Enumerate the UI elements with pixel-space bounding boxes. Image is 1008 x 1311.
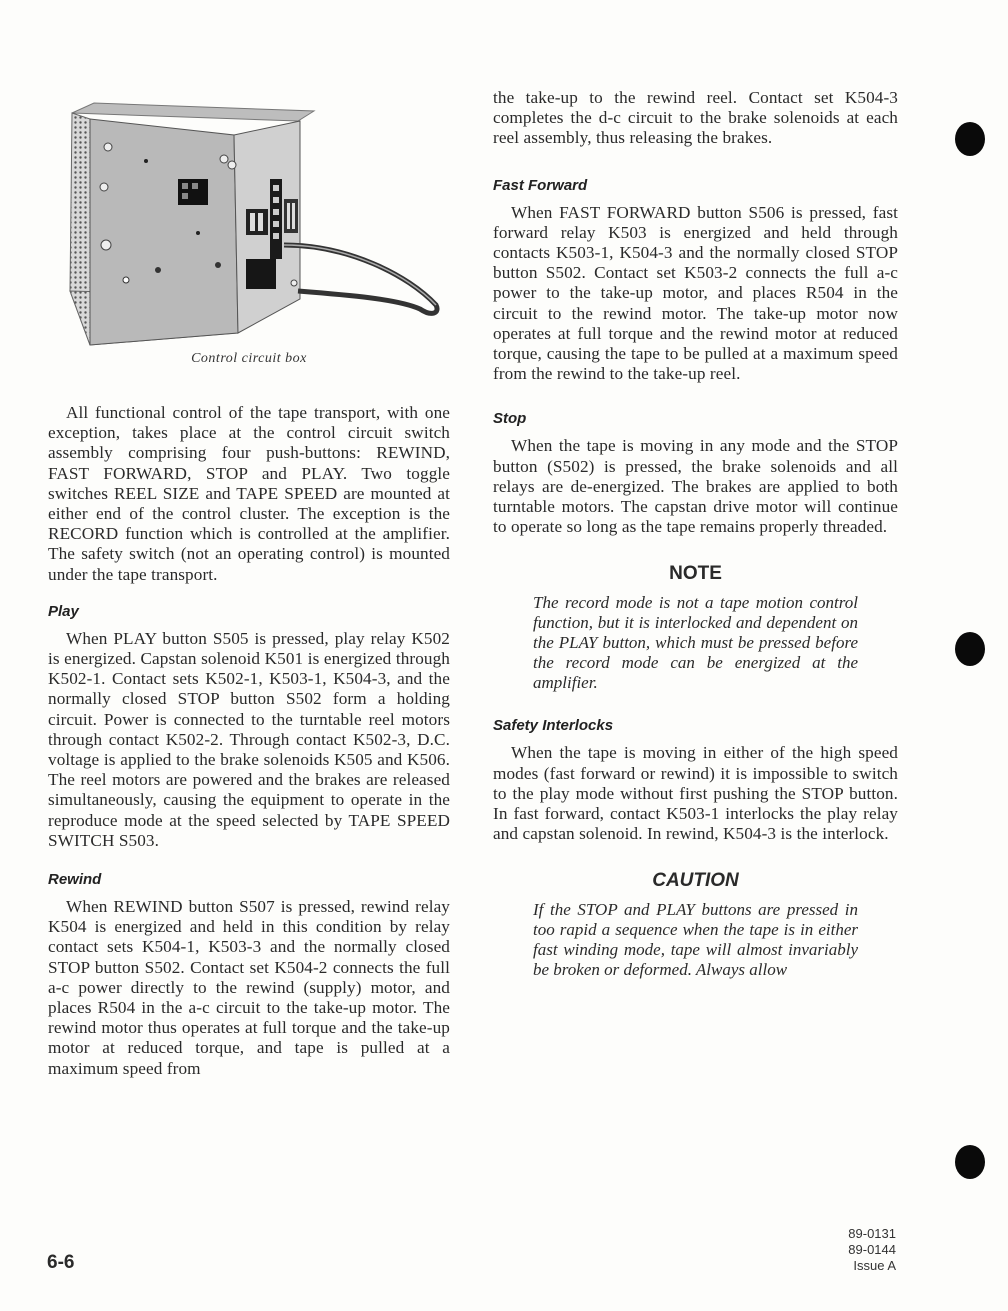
fast-forward-paragraph: When FAST FORWARD button S506 is pressed, fast forward relay K503 is energized and held through contacts K503-1, K504-3 and the normally closed STOP button S502. Contact set K503-2 connects the full a-c power to the take-up motor, and places R504 in the circuit to the rewind motor. The take-up motor now operates at full torque and the rewind motor at reduced torque, causing the tape to be pulled at a maximum speed from the rewind to the take-up reel. bbox=[493, 202, 898, 384]
play-paragraph: When PLAY button S505 is pressed, play relay K502 is energized. Capstan solenoid K501 is energized through K502-1. Contact sets K502-1, K503-1, K504-3, and the normally closed STOP button S502 form a holding circuit. Power is connected to the turntable reel motors through contact K502-2. Through contact K502-3, D.C. voltage is applied to the brake solenoids K505 and K506. The reel motors are powered and the brakes are released simultaneously, causing the equipment to operate in the reproduce mode at the speed selected by TAPE SPEED SWITCH S503. bbox=[48, 628, 450, 850]
control-circuit-box-photo bbox=[48, 95, 450, 345]
rewind-heading: Rewind bbox=[48, 871, 102, 889]
doc-number-2: 89-0144 bbox=[848, 1242, 896, 1257]
right-column bbox=[493, 88, 898, 980]
caution-title: CAUTION bbox=[652, 870, 739, 892]
figure-caption: Control circuit box bbox=[191, 351, 307, 366]
fast-forward-heading: Fast Forward bbox=[493, 176, 588, 194]
play-heading: Play bbox=[48, 602, 79, 620]
safety-interlocks-heading: Safety Interlocks bbox=[493, 717, 614, 735]
page-number: 6-6 bbox=[47, 1252, 75, 1273]
left-column bbox=[48, 95, 450, 1079]
rewind-paragraph: When REWIND button S507 is pressed, rewind relay K504 is energized and held in this condition by relay contact sets K504-1, K503-3 and the normally closed STOP button S502. Contact set K504-2 connects the full a-c power directly to the rewind (supply) motor, and places R504 in the a-c circuit to the take-up motor. The rewind motor thus operates at full torque and the take-up motor at reduced torque, and tape is pulled at a maximum speed from bbox=[48, 897, 450, 1078]
intro-paragraph: All functional control of the tape transport, with one exception, takes place at the control circuit switch assembly comprising four push-buttons: REWIND, FAST FORWARD, STOP and PLAY. Two toggle switches REEL SIZE and TAPE SPEED are mounted at either end of the control cluster. The exception is the RECORD function which is controlled at the amplifier. The safety switch (not an operating control) is mounted under the tape transport. bbox=[48, 403, 450, 584]
safety-interlocks-paragraph: When the tape is moving in either of the high speed modes (fast forward or rewind) it is impossible to switch to the play mode without first pushing the STOP button. In fast forward, contact K503-1 interlocks the play relay and capstan solenoid. In rewind, K504-3 is the interlock. bbox=[493, 743, 898, 844]
document-reference bbox=[848, 1226, 896, 1274]
stop-paragraph: When the tape is moving in any mode and the STOP button (S502) is pressed, the brake solenoids and all relays are de-energized. The brakes are applied to both turntable motors. The capstan drive motor will continue to operate so long as the tape remains properly threaded. bbox=[493, 436, 898, 537]
stop-heading: Stop bbox=[493, 410, 527, 428]
note-title: NOTE bbox=[669, 563, 722, 585]
control-circuit-box-illustration bbox=[48, 95, 450, 355]
binder-hole-top bbox=[955, 122, 985, 156]
continuation-paragraph: the take-up to the rewind reel. Contact set K504-3 completes the d-c circuit to the brake solenoids at each reel assembly, thus releasing the brakes. bbox=[493, 88, 898, 148]
caution-text: If the STOP and PLAY buttons are pressed in too rapid a sequence when the tape is in either fast winding mode, tape will almost invariably be broken or deformed. Always allow bbox=[533, 900, 858, 980]
issue-label: Issue A bbox=[853, 1258, 896, 1273]
doc-number-1: 89-0131 bbox=[848, 1226, 896, 1241]
note-text: The record mode is not a tape motion control function, but it is interlocked and dependent on the PLAY button, which must be pressed before the record mode can be energized at the amplifier. bbox=[533, 593, 858, 693]
binder-hole-bottom bbox=[955, 1145, 985, 1179]
binder-hole-middle bbox=[955, 632, 985, 666]
